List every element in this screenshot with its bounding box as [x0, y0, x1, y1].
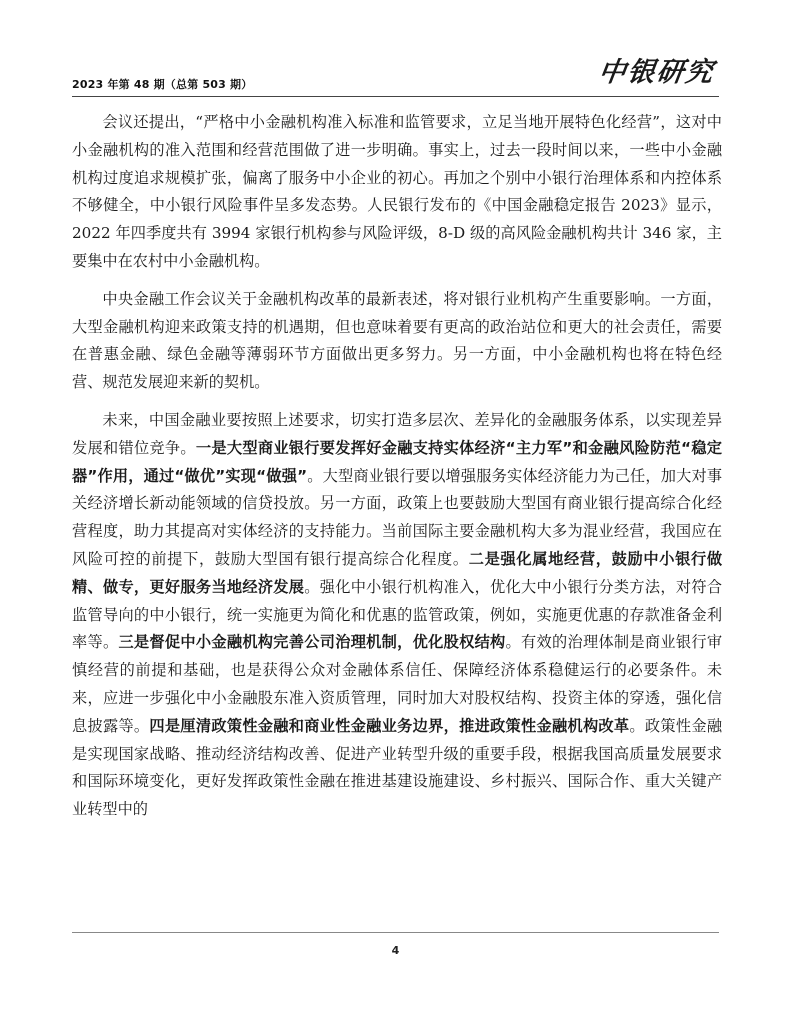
paragraph-text: 未来，中国金融业要按照上述要求，切实打造多层次、差异化的金融服务体系，以实现差异发展和错位竞争。	[72, 410, 722, 457]
paragraph-1	[72, 109, 722, 276]
publication-logo: 中银研究	[596, 57, 717, 88]
article-body	[72, 109, 722, 834]
footer-divider	[72, 932, 719, 933]
paragraph-text: 中央金融工作会议关于金融机构改革的最新表述，将对银行业机构产生重要影响。一方面，大型金融机构迎来政策支持的机遇期，但也意味着要有更高的政治站位和更大的社会责任，需要在普惠金融、绿色金融等薄弱环节方面做出更多努力。另一方面，中小金融机构也将在特色经营、规范发展迎来新的契机。	[72, 289, 722, 392]
issue-number: 2023 年第 48 期（总第 503 期）	[72, 78, 253, 91]
paragraph-text: 。有效的治理体制是商业银行审慎经营的前提和基础，也是获得公众对金融体系信任、保障经济体系稳健运行的必要条件。未来，应进一步强化中小金融股东准入资质管理，同时加大对股权结构、投资主体的穿透，强化信息披露等。	[72, 633, 723, 735]
paragraph-3	[72, 407, 722, 824]
header-divider	[72, 96, 719, 97]
key-point-2: 二是强化属地经营，鼓励中小银行做精、做专，更好服务当地经济发展	[72, 549, 723, 596]
paragraph-text: 。政策性金融是实现国家战略、推动经济结构改善、促进产业转型升级的重要手段，根据我国高质量发展要求和国际环境变化，更好发挥政策性金融在推进基建设施建设、乡村振兴、国际合作、重大关键产业转型中的	[72, 716, 723, 819]
page-header	[72, 40, 719, 98]
paragraph-text: 。强化中小银行机构准入，优化大中小银行分类方法，对符合监管导向的中小银行，统一实施更为简化和优惠的监管政策，例如，实施更优惠的存款准备金利率等。	[72, 577, 723, 652]
key-point-1: 一是大型商业银行要发挥好金融支持实体经济“主力军”和金融风险防范“稳定器”作用，通过“做优”实现“做强”	[72, 438, 722, 485]
paragraph-2	[72, 286, 722, 397]
page-number: 4	[391, 944, 400, 957]
paragraph-text: 会议还提出，“严格中小金融机构准入标准和监管要求，立足当地开展特色化经营”，这对中小金融机构的准入范围和经营范围做了进一步明确。事实上，过去一段时间以来，一些中小金融机构过度追求规模扩张，偏离了服务中小企业的初心。再加之个别中小银行治理体系和内控体系不够健全，中小银行风险事件呈多发态势。人民银行发布的《中国金融稳定报告 2023》显示，2022 年四季度共有 3994 家银行机构参与风险评级，8-D 级的高风险金融机构共计 346 家，主要集中在农村中小金融机构。	[72, 113, 722, 270]
key-point-4: 四是厘清政策性金融和商业性金融业务边界，推进政策性金融机构改革	[149, 716, 630, 735]
paragraph-text: 。大型商业银行要以增强服务实体经济能力为己任，加大对事关经济增长新动能领域的信贷投放。另一方面，政策上也要鼓励大型国有商业银行提高综合化经营程度，助力其提高对实体经济的支持能力。当前国际主要金融机构大多为混业经营，我国应在风险可控的前提下，鼓励大型国有银行提高综合化程度。	[72, 466, 723, 568]
key-point-3: 三是督促中小金融机构完善公司治理机制，优化股权结构	[118, 633, 506, 652]
